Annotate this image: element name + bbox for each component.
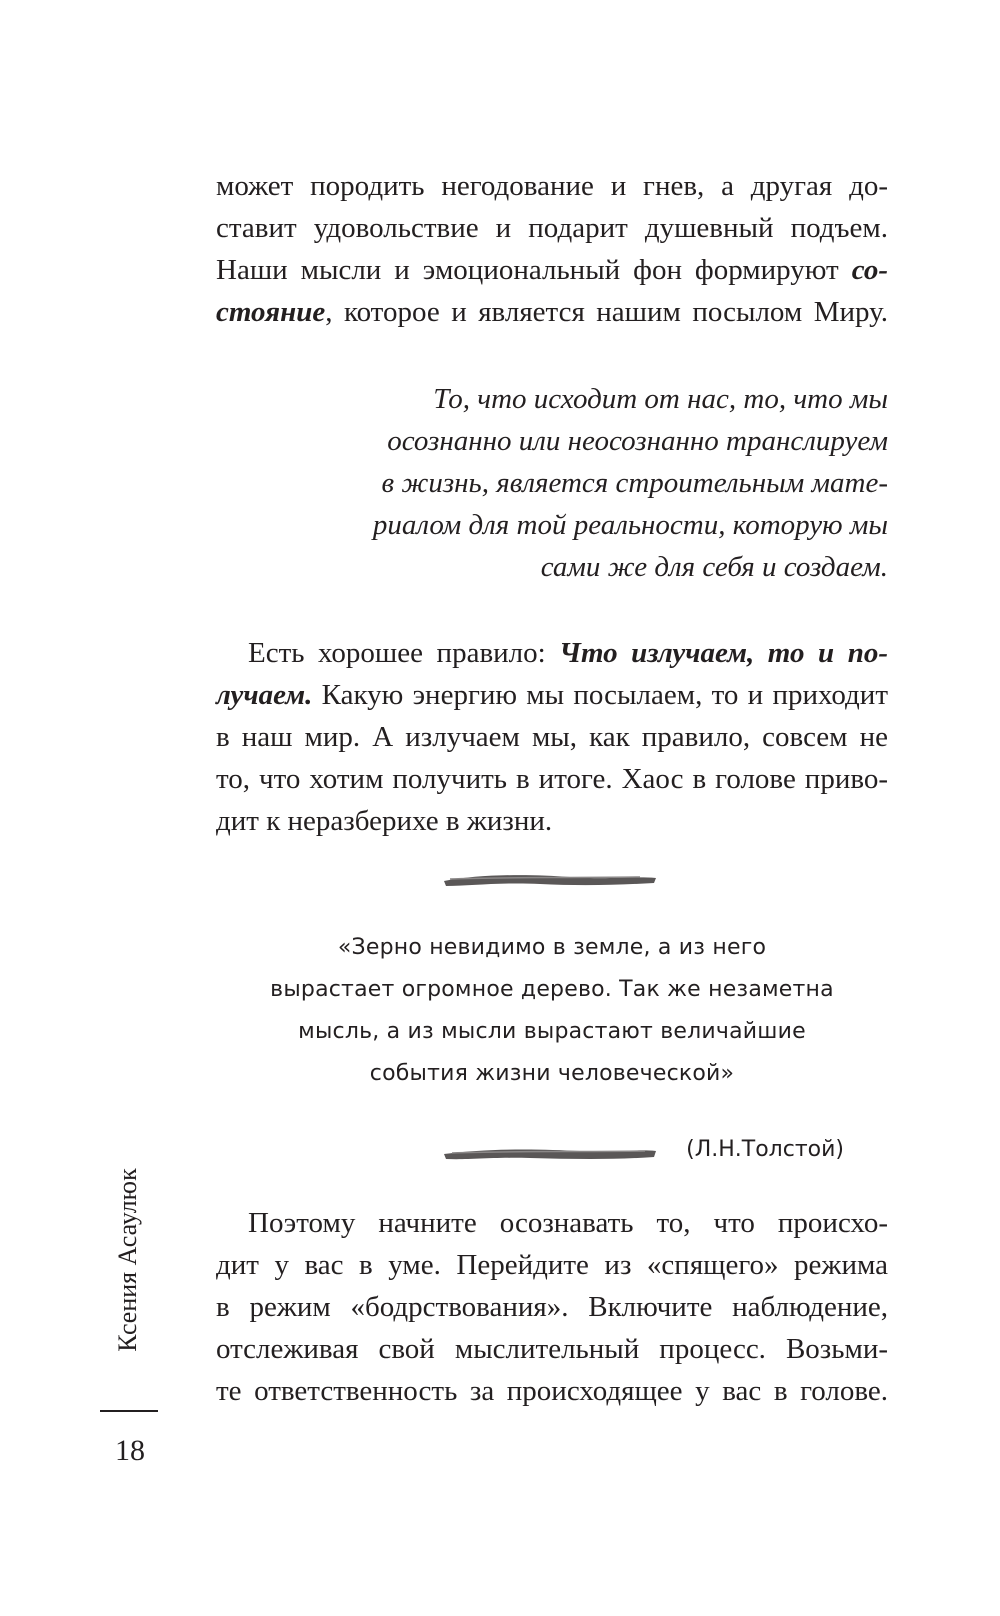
text-line: в наш мир. А излучаем мы, как правило, совсем не	[216, 721, 888, 753]
text-line: отслеживая свой мыслительный процесс. Возьми-	[216, 1333, 888, 1365]
callout-line: сами же для себя и создаем.	[540, 551, 888, 583]
running-head-author: Ксения Асаулюк	[113, 1168, 142, 1352]
callout-line: То, что исходит от нас, то, что мы	[433, 383, 888, 415]
text-line: в режим «бодрствования». Включите наблюдение,	[216, 1291, 888, 1323]
text-line: то, что хотим получить в итоге. Хаос в голове приво-	[216, 763, 888, 795]
text-line	[216, 1202, 888, 1244]
callout-line: риалом для той реальности, которую мы	[372, 509, 888, 541]
epigraph-line: события жизни человеческой»	[369, 1061, 735, 1086]
text-run: , которое и является нашим посылом Миру.	[325, 296, 888, 328]
epigraph-line: «Зерно невидимо в земле, а из него	[337, 935, 767, 960]
text-line	[216, 632, 888, 674]
text-line	[216, 291, 888, 333]
folio-rule	[100, 1410, 158, 1412]
text-line: те ответственность за происходящее у вас в голове.	[216, 1375, 888, 1407]
text-run: Поэтому начните осознавать то, что происхо-	[248, 1207, 888, 1239]
text-line: ставит удовольствие и подарит душевный подъем.	[216, 212, 888, 244]
text-run: Есть хорошее правило:	[248, 637, 560, 669]
brush-divider-bottom	[440, 1142, 660, 1166]
text-run: Какую энергию мы посылаем, то и приходит	[312, 679, 888, 711]
emphasis: со-	[851, 254, 888, 286]
text-line: дит у вас в уме. Перейдите из «спящего» режима	[216, 1249, 888, 1281]
emphasis: Что излучаем, то и по-	[559, 637, 888, 669]
emphasis: лучаем.	[216, 679, 313, 711]
callout-line: осознанно или неосознанно транслируем	[387, 425, 888, 457]
page-number: 18	[115, 1434, 145, 1467]
epigraph-author: (Л.Н.Толстой)	[686, 1137, 844, 1162]
epigraph-line: мысль, а из мысли вырастают величайшие	[298, 1019, 806, 1044]
text-run: Наши мысли и эмоциональный фон формируют	[216, 254, 852, 286]
text-line	[216, 249, 888, 291]
text-line: дит к неразберихе в жизни.	[216, 805, 553, 837]
brush-divider-top	[440, 868, 660, 892]
callout-line: в жизнь, является строительным мате-	[381, 467, 888, 499]
epigraph-line: вырастает огромное дерево. Так же незаметна	[270, 977, 834, 1002]
text-line: может породить негодование и гнев, а другая до-	[216, 170, 888, 202]
emphasis: стояние	[216, 296, 326, 328]
text-line	[216, 674, 888, 716]
